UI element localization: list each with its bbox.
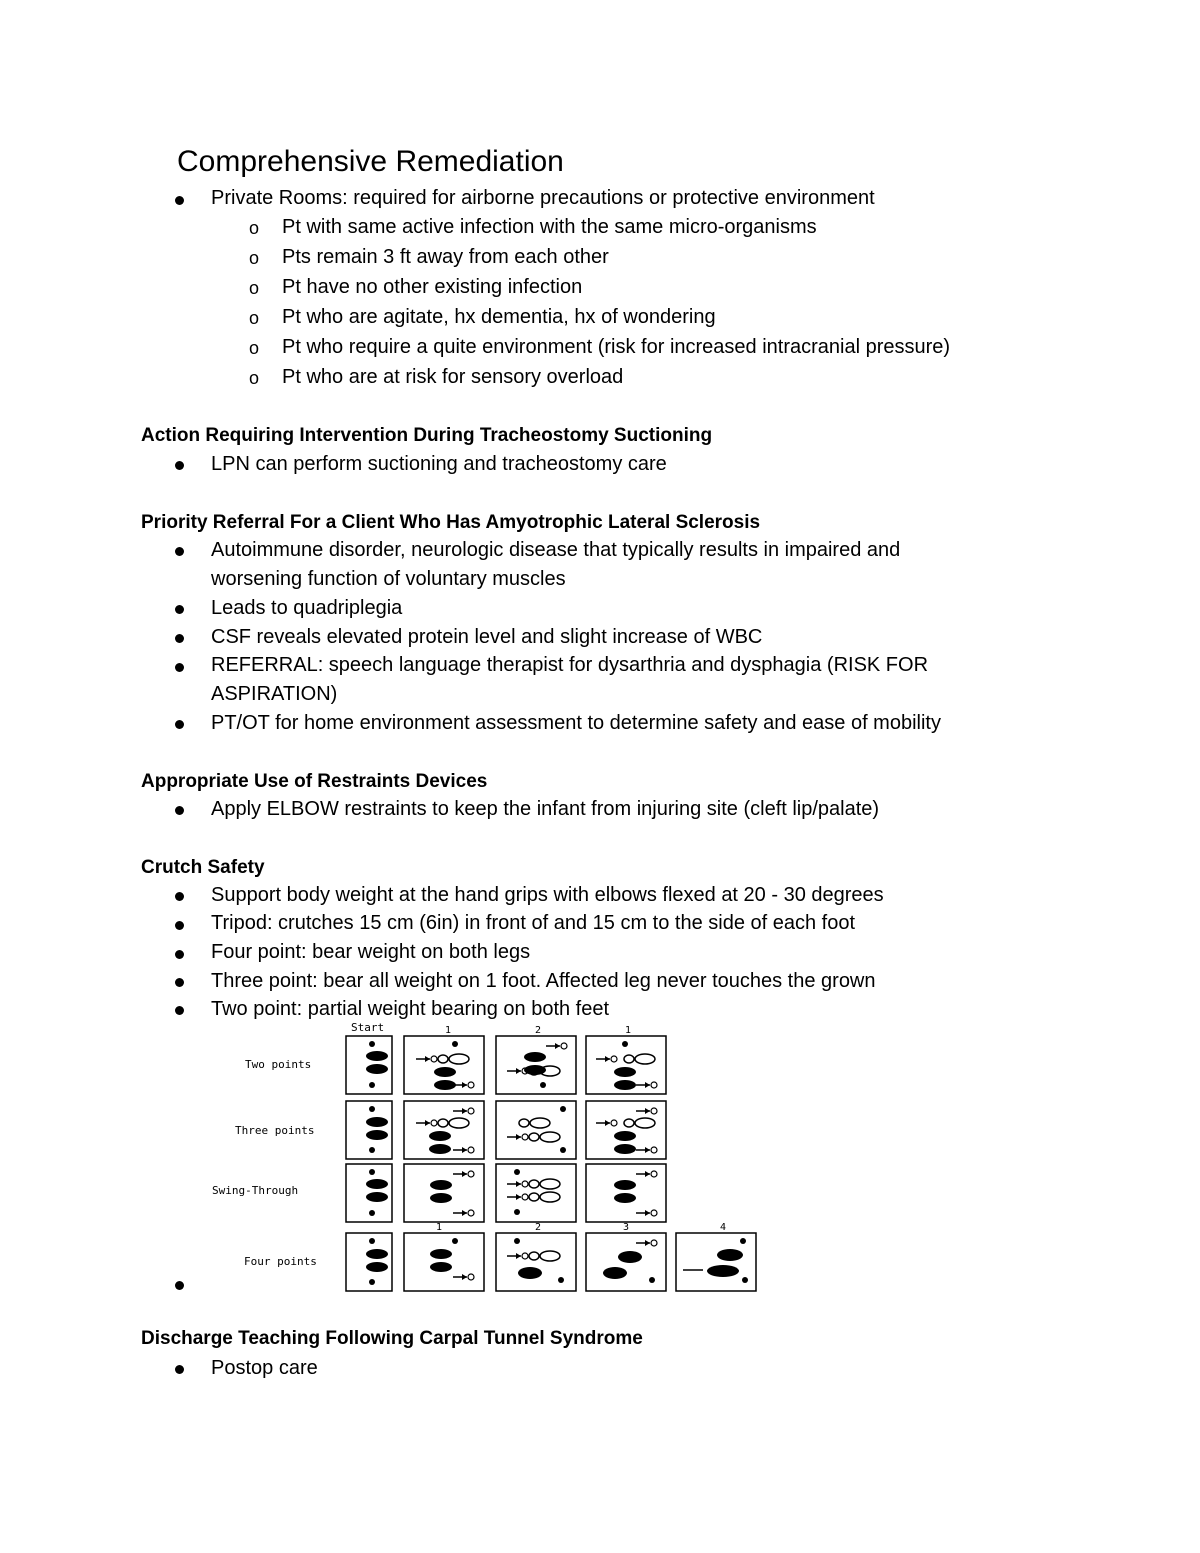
row-label: Four points (244, 1255, 317, 1268)
gait-row-three-points (346, 1101, 666, 1159)
sub-list-item: Pt who are agitate, hx dementia, hx of wondering (282, 306, 716, 328)
circle-bullet-icon: o (249, 248, 260, 268)
list-item: Four point: bear weight on both legs (211, 941, 531, 963)
bullet-icon (175, 892, 184, 901)
step-label: 1 (436, 1222, 443, 1233)
bullet-icon (175, 1006, 184, 1015)
list-item-continuation: worsening function of voluntary muscles (211, 568, 566, 590)
list-item: Autoimmune disorder, neurologic disease that typically results in impaired and (211, 539, 901, 561)
bullet-icon (175, 806, 184, 815)
circle-bullet-icon: o (249, 308, 260, 328)
bullet-icon (175, 461, 184, 470)
bullet-icon (175, 1365, 184, 1374)
list-item: Leads to quadriplegia (211, 597, 403, 619)
bullet-icon (175, 950, 184, 959)
circle-bullet-icon: o (249, 368, 260, 388)
circle-bullet-icon: o (249, 218, 260, 238)
sub-list-item: Pt have no other existing infection (282, 276, 583, 298)
bullet-icon (175, 921, 184, 930)
list-item: Tripod: crutches 15 cm (6in) in front of and 15 cm to the side of each foot (211, 912, 856, 934)
bullet-icon (175, 196, 184, 205)
sub-list-item: Pt with same active infection with the same micro-organisms (282, 216, 817, 238)
row-label: Three points (235, 1124, 315, 1137)
list-item: Three point: bear all weight on 1 foot. Affected leg never touches the grown (211, 970, 876, 992)
page-title: Comprehensive Remediation (177, 145, 564, 178)
step-label: 2 (535, 1025, 542, 1036)
bullet-icon (175, 663, 184, 672)
list-item: Support body weight at the hand grips with elbows flexed at 20 - 30 degrees (211, 884, 884, 906)
bullet-icon (175, 720, 184, 729)
list-item: Two point: partial weight bearing on both feet (211, 998, 610, 1020)
bullet-icon (175, 1281, 184, 1290)
gait-row-two-points (346, 1036, 666, 1094)
section-heading: Appropriate Use of Restraints Devices (141, 771, 488, 792)
row-label: Swing-Through (212, 1184, 299, 1197)
list-item: PT/OT for home environment assessment to determine safety and ease of mobility (211, 712, 941, 734)
step-label: 4 (720, 1222, 727, 1233)
section-heading: Action Requiring Intervention During Tracheostomy Suctioning (141, 425, 713, 446)
list-item: CSF reveals elevated protein level and slight increase of WBC (211, 626, 763, 648)
step-label: 2 (535, 1222, 542, 1233)
list-item: LPN can perform suctioning and tracheostomy care (211, 453, 667, 475)
start-label: Start (351, 1022, 385, 1034)
row-label: Two points (245, 1058, 312, 1071)
section-heading: Priority Referral For a Client Who Has Amyotrophic Lateral Sclerosis (141, 512, 761, 533)
bullet-icon (175, 547, 184, 556)
gait-row-four-points (346, 1233, 756, 1291)
section-heading: Discharge Teaching Following Carpal Tunnel Syndrome (141, 1328, 643, 1349)
sub-list-item: Pt who require a quite environment (risk for increased intracranial pressure) (282, 336, 951, 358)
step-label: 1 (445, 1025, 452, 1036)
bullet-icon (175, 978, 184, 987)
circle-bullet-icon: o (249, 338, 260, 358)
list-item: Apply ELBOW restraints to keep the infant from injuring site (cleft lip/palate) (211, 798, 880, 820)
section-heading: Crutch Safety (141, 857, 265, 878)
bullet-icon (175, 634, 184, 643)
sub-list-item: Pt who are at risk for sensory overload (282, 366, 624, 388)
list-item: Private Rooms: required for airborne precautions or protective environment (211, 187, 875, 209)
crutch-gait-figure (205, 1022, 765, 1297)
list-item: Postop care (211, 1357, 318, 1379)
sub-list-item: Pts remain 3 ft away from each other (282, 246, 609, 268)
gait-row-swing-through (346, 1164, 666, 1222)
list-item: REFERRAL: speech language therapist for dysarthria and dysphagia (RISK FOR (211, 654, 929, 676)
circle-bullet-icon: o (249, 278, 260, 298)
step-label: 3 (623, 1222, 630, 1233)
bullet-icon (175, 605, 184, 614)
list-item-continuation: ASPIRATION) (211, 683, 338, 705)
step-label: 1 (625, 1025, 632, 1036)
